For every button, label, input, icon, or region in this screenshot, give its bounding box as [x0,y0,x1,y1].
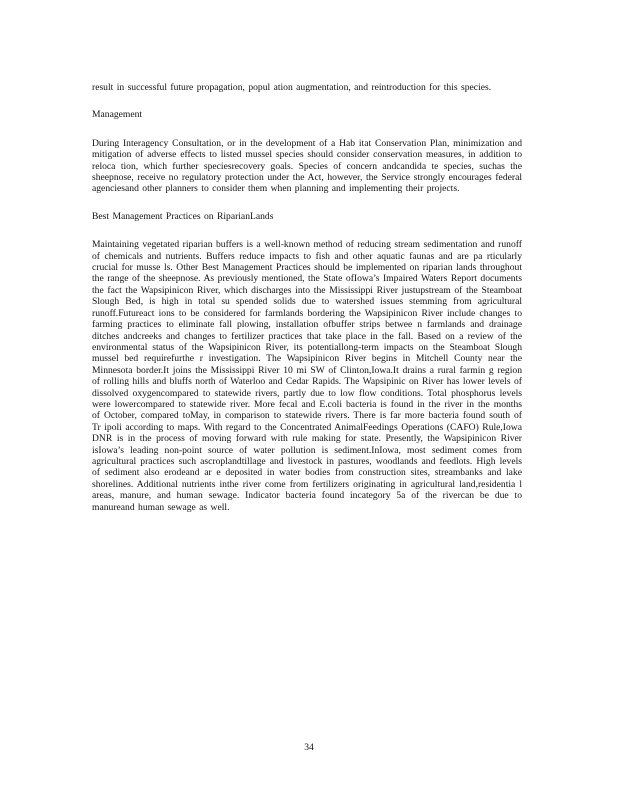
page-number: 34 [304,742,314,753]
management-paragraph: During Interagency Consultation, or in the development of a Hab itat Conservation Plan, minimization and mitigation of adverse effects to listed mussel species should consider conservation measures, in addition to reloca tion, which further speciesrecovery goals. Species of concern andcandida te species, suchas the sheepnose, receive no regulatory protection under the Act, however, the Service strongly encourages federal agenciesand other planners to consider them when planning and implementing their projects. [92,137,522,195]
document-page [92,82,522,513]
best-management-practices-paragraph: Maintaining vegetated riparian buffers is a well-known method of reducing stream sedimentation and runoff of chemicals and nutrients. Buffers reduce impacts to fish and other aquatic faunas and are pa rticularly crucial for musse ls. Other Best Management Practices should be implemented on riparian lands throughout the range of the sheepnose. As previously mentioned, the State ofIowa’s Impaired Waters Report documents the fact the Wapsipinicon River, which discharges into the Mississippi River justupstream of the Steamboat Slough Bed, is high in total su spended solids due to watershed issues stemming from agricultural runoff.Futureact ions to be considered for farmlands bordering the Wapsipinicon River include changes to farming practices to eliminate fall plowing, installation ofbuffer strips betwee n farmlands and drainage ditches andcreeks and changes to fertilizer practices that take place in the fall. Based on a review of the environmental status of the Wapsipinicon River, its potentiallong-term impacts on the Steamboat Slough mussel bed requirefurthe r investigation. The Wapsipinicon River begins in Mitchell County near the Minnesota border.It joins the Mississippi River 10 mi SW of Clinton,Iowa.It drains a rural farmin g region of rolling hills and bluffs north of Waterloo and Cedar Rapids. The Wapsipinic on River has lower levels of dissolved oxygencompared to statewide rivers, partly due to low flow conditions. Total phosphorus levels were lowercompared to statewide river. More fecal and E.coli bacteria is found in the river in the months of October, compared toMay, in comparison to statewide rivers. There is far more bacteria found south of Tr ipoli according to maps. With regard to the Concentrated AnimalFeedings Operations (CAFO) Rule,Iowa DNR is in the process of moving forward with rule making for state. Presently, the Wapsipinicon River isIowa’s leading non-point source of water pollution is sediment.InIowa, most sediment comes from agricultural practices such ascroplandtillage and livestock in pastures, woodlands and feedlots. High levels of sediment also erodeand ar e deposited in water bodies from construction sites, streambanks and lake shorelines. Additional nutrients inthe river come from fertilizers originating in agricultural land,residentia l areas, manure, and human sewage. Indicator bacteria found incategory 5a of the rivercan be due to manureand human sewage as well. [92,239,522,513]
intro-paragraph: result in successful future propagation, popul ation augmentation, and reintroduction for this species. [92,82,492,93]
section-heading-management: Management [92,109,143,121]
section-heading-best-management-practices: Best Management Practices on RiparianLands [92,210,274,222]
